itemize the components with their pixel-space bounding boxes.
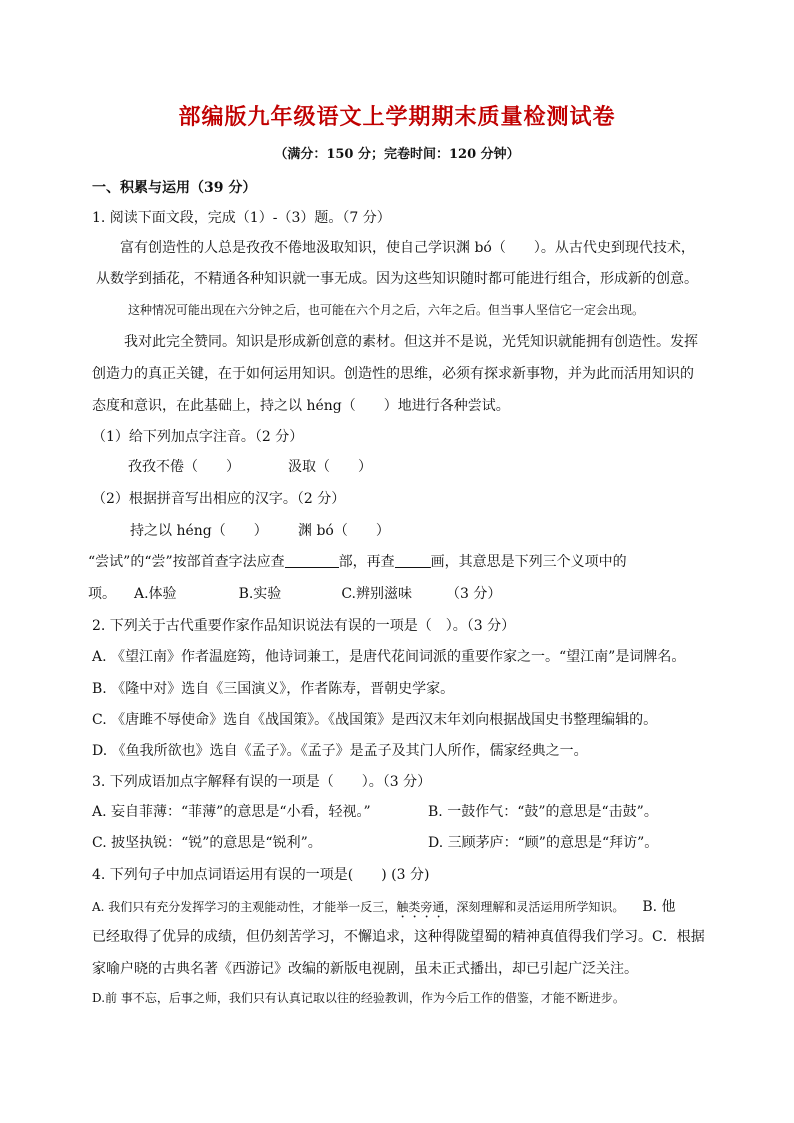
exam-info: （满分：150 分；完卷时间：120 分钟） — [274, 147, 520, 162]
q1-sub2: （2）根据拼音写出相应的汉字。（2 分） — [92, 491, 346, 507]
q1-passage-line: 我对此完全赞同。知识是形成新创意的素材。但这并不是说，光凭知识就能拥有创造性。发挥 — [124, 334, 698, 350]
q1-sub3-text: 项。 — [88, 586, 116, 602]
q2-stem: 2. 下列关于古代重要作家作品知识说法有误的一项是（ ）。（3 分） — [92, 618, 516, 634]
q1-sub1-item: 汲取（ ） — [288, 459, 372, 475]
option-a: A.体验 — [134, 586, 177, 602]
q1-passage-line: 富有创造性的人总是孜孜不倦地汲取知识，使自己学识渊 bó（ ）。从古代史到现代技术， — [120, 240, 695, 256]
q4-line: 家喻户晓的古典名著《西游记》改编的新版电视剧，虽未正式播出，却已引起广泛关注。 — [92, 961, 638, 977]
q2-option-d: D. 《鱼我所欲也》选自《孟子》。《孟子》是孟子及其门人所作，儒家经典之一。 — [92, 743, 588, 759]
q2-option-b: B. 《隆中对》选自《三国演义》，作者陈寿，晋朝史学家。 — [92, 681, 455, 697]
answer-blank[interactable] — [285, 553, 339, 568]
q1-stem: 1. 阅读下面文段，完成（1）-（3）题。（7 分） — [92, 210, 391, 226]
q4-line: 已经取得了优异的成绩，但仍刻苦学习，不懈追求，这种得陇望蜀的精神真值得我们学习。C．根据 — [92, 929, 705, 945]
q1-sub3-text: “尝试”的“尝”按部首查字法应查 — [88, 554, 285, 570]
q1-sub2-item: 渊 bó（ ） — [298, 523, 390, 539]
q1-passage-line: 从数学到插花，不精通各种知识就一事无成。因为这些知识随时都可能进行组合，形成新的创意。 — [96, 271, 698, 287]
q3-stem: 3. 下列成语加点字解释有误的一项是（ ）。（3 分） — [92, 774, 432, 790]
q3-option-d: D. 三顾茅庐：“顾”的意思是“拜访”。 — [428, 835, 659, 851]
q3-option-a: A. 妄自菲薄：“菲薄”的意思是“小看，轻视。” — [92, 804, 371, 820]
q1-sub3-text: 部，再查 — [338, 554, 395, 570]
q1-passage-line: 创造力的真正关键，在于如何运用知识。创造性的思维，必须有探求新事物，并为此而活用知识的 — [92, 366, 694, 382]
q1-sub2-item: 持之以 héng（ ） — [130, 523, 268, 539]
q3-option-b: B. 一鼓作气：“鼓”的意思是“击鼓”。 — [428, 804, 658, 820]
q1-sub3-text: 画，其意思是下列三个义项中的 — [430, 554, 627, 570]
answer-blank[interactable] — [395, 553, 431, 568]
q4-option-d: D.前 事不忘，后事之师，我们只有认真记取以往的经验教训，作为今后工作的借鉴，才能不断进步。 — [92, 991, 625, 1005]
dotted-term: 触类旁通 — [396, 900, 445, 914]
q3-option-c: C. 披坚执锐：“锐”的意思是“锐利”。 — [92, 835, 322, 851]
score: （3 分） — [445, 586, 502, 602]
q4-text: A. 我们只有充分发挥学习的主观能动性，才能举一反三， — [92, 900, 397, 914]
q4-line — [92, 896, 676, 921]
q2-option-a: A. 《望江南》作者温庭筠，他诗词兼工，是唐代花间词派的重要作家之一。“望江南”是词牌名。 — [92, 649, 686, 665]
q1-passage-line: 态度和意识，在此基础上，持之以 héng（ ）地进行各种尝试。 — [92, 398, 510, 414]
q1-sub3-options — [88, 583, 501, 603]
section-heading: 一、积累与运用（39 分） — [92, 180, 257, 196]
q4-text: B. 他 — [642, 899, 676, 915]
q1-passage-line: 这种情况可能出现在六分钟之后，也可能在六个月之后，六年之后。但当事人坚信它一定会出现。 — [128, 303, 645, 317]
q4-stem: 4. 下列句子中加点词语运用有误的一项是( ) (3 分) — [92, 867, 430, 883]
option-b: B.实验 — [238, 586, 282, 602]
q1-sub1: （1）给下列加点字注音。（2 分） — [92, 429, 304, 445]
page-title: 部编版九年级语文上学期期末质量检测试卷 — [178, 104, 616, 130]
q1-sub3 — [88, 551, 627, 571]
option-c: C.辨别滋味 — [341, 586, 412, 602]
q4-text: ，深刻理解和灵活运用所学知识。 — [444, 900, 625, 914]
q1-sub1-item: 孜孜不倦（ ） — [128, 459, 240, 475]
q2-option-c: C. 《唐雎不辱使命》选自《战国策》。《战国策》是西汉末年刘向根据战国史书整理编辑的。 — [92, 712, 658, 728]
